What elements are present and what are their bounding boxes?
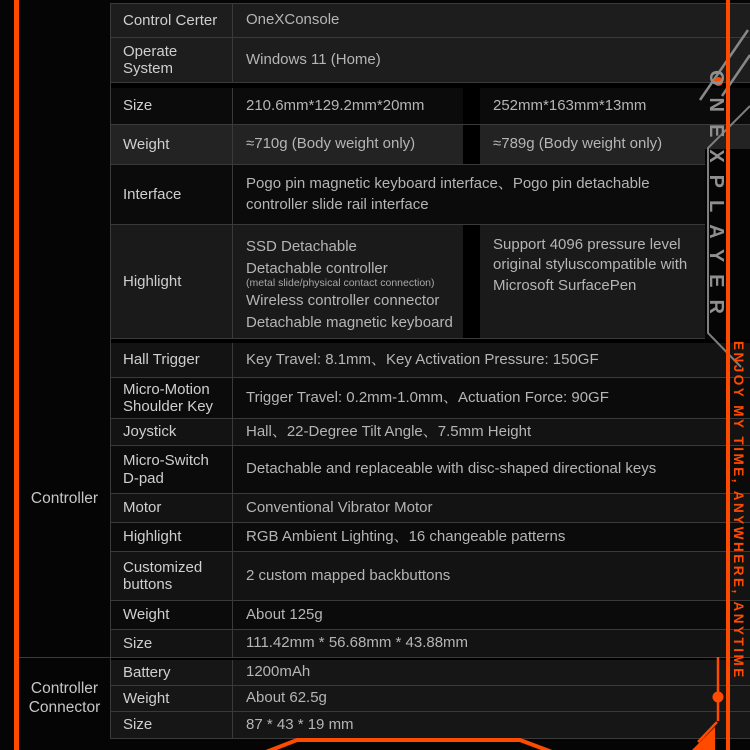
- spec-value: Detachable and replaceable with disc-shaped directional keys: [246, 460, 657, 478]
- bottom-trapezoid-decor: [266, 740, 552, 750]
- spec-value: 87 * 43 * 19 mm: [246, 715, 354, 733]
- spec-name: Highlight: [111, 225, 233, 338]
- highlight-line: SSD Detachable: [246, 238, 357, 255]
- row-dpad: [111, 446, 750, 494]
- highlight-subnote: (metal slide/physical contact connection): [246, 276, 435, 289]
- column-gap: [463, 88, 480, 124]
- spec-name: Hall Trigger: [111, 343, 233, 377]
- spec-value: Trigger Travel: 0.2mm-1.0mm、Actuation Force: 90GF: [246, 388, 609, 406]
- spec-name: Battery: [111, 660, 233, 685]
- spec-value-col2: ≈789g (Body weight only): [493, 135, 663, 153]
- spec-name: Micro-Motion Shoulder Key: [111, 378, 233, 418]
- slogan-vertical-text: ENJOY MY TIME, ANYWHERE, ANYTIME: [731, 341, 746, 680]
- spec-name: Weight: [111, 601, 233, 629]
- spec-value: Hall、22-Degree Tilt Angle、7.5mm Height: [246, 422, 532, 440]
- spec-name: Control Certer: [111, 4, 233, 37]
- spec-name: Micro-Switch D-pad: [111, 446, 233, 493]
- highlight-line: Wireless controller connector: [246, 292, 440, 310]
- row-joystick: [111, 419, 750, 446]
- spec-value: Key Travel: 8.1mm、Key Activation Pressure: 150GF: [246, 350, 599, 368]
- spec-value: OneXConsole: [246, 11, 340, 29]
- spec-value-col2: Support 4096 pressure level original styluscompatible with Microsoft SurfacePen: [493, 236, 688, 294]
- row-weight-connector: [111, 686, 750, 712]
- row-size-controller: [111, 630, 750, 658]
- spec-name: Size: [111, 712, 233, 738]
- spec-value: About 62.5g: [246, 689, 327, 707]
- spec-name: Operate System: [111, 38, 233, 82]
- row-custom-buttons: [111, 552, 750, 601]
- group-divider-line: [19, 657, 110, 658]
- highlight-line: Detachable magnetic keyboard: [246, 314, 453, 332]
- group-label-connector: Controller Connector: [28, 680, 101, 716]
- spec-value: RGB Ambient Lighting、16 changeable patterns: [246, 527, 566, 545]
- brand-vertical-text: ONEXPLAYER: [705, 70, 727, 326]
- row-size-device: [111, 88, 750, 125]
- row-interface: [111, 165, 750, 225]
- spec-name: Customized buttons: [111, 552, 233, 600]
- row-hall-trigger: [111, 343, 750, 378]
- spec-value: About 125g: [246, 605, 323, 623]
- row-size-connector: [111, 712, 750, 739]
- spec-value: 111.42mm * 56.68mm * 43.88mm: [246, 634, 469, 652]
- spec-name: Weight: [111, 686, 233, 711]
- row-shoulder-key: [111, 378, 750, 419]
- column-gap: [463, 125, 480, 164]
- row-control-center: [111, 4, 750, 38]
- row-battery: [111, 660, 750, 686]
- row-weight-device: [111, 125, 750, 165]
- spec-value: Pogo pin magnetic keyboard interface、Pogo pin detachable controller slide rail interface: [246, 175, 650, 213]
- spec-value-col2: 252mm*163mm*13mm: [493, 96, 647, 114]
- column-gap: [463, 225, 480, 338]
- row-highlight-controller: [111, 523, 750, 552]
- spec-name: Interface: [111, 165, 233, 224]
- spec-value-col1: ≈710g (Body weight only): [246, 135, 416, 153]
- spec-name: Highlight: [111, 523, 233, 551]
- spec-value: Windows 11 (Home): [246, 50, 381, 68]
- spec-name: Motor: [111, 494, 233, 522]
- spec-table: [110, 3, 750, 739]
- highlight-line: Detachable controller: [246, 260, 388, 278]
- row-weight-controller: [111, 601, 750, 630]
- row-operate-system: [111, 38, 750, 83]
- spec-name: Size: [111, 88, 233, 124]
- spec-value-col1: [233, 225, 463, 338]
- group-label-controller: Controller: [30, 490, 99, 508]
- row-motor: [111, 494, 750, 523]
- spec-value: 1200mAh: [246, 663, 311, 681]
- spec-name: Size: [111, 630, 233, 657]
- spec-name: Weight: [111, 125, 233, 164]
- spec-value: 2 custom mapped backbuttons: [246, 566, 451, 584]
- spec-value-col1: 210.6mm*129.2mm*20mm: [246, 96, 425, 114]
- row-highlight-device: [111, 225, 750, 339]
- spec-name: Joystick: [111, 419, 233, 445]
- left-accent-stripe: [14, 0, 19, 750]
- spec-value: Conventional Vibrator Motor: [246, 498, 433, 516]
